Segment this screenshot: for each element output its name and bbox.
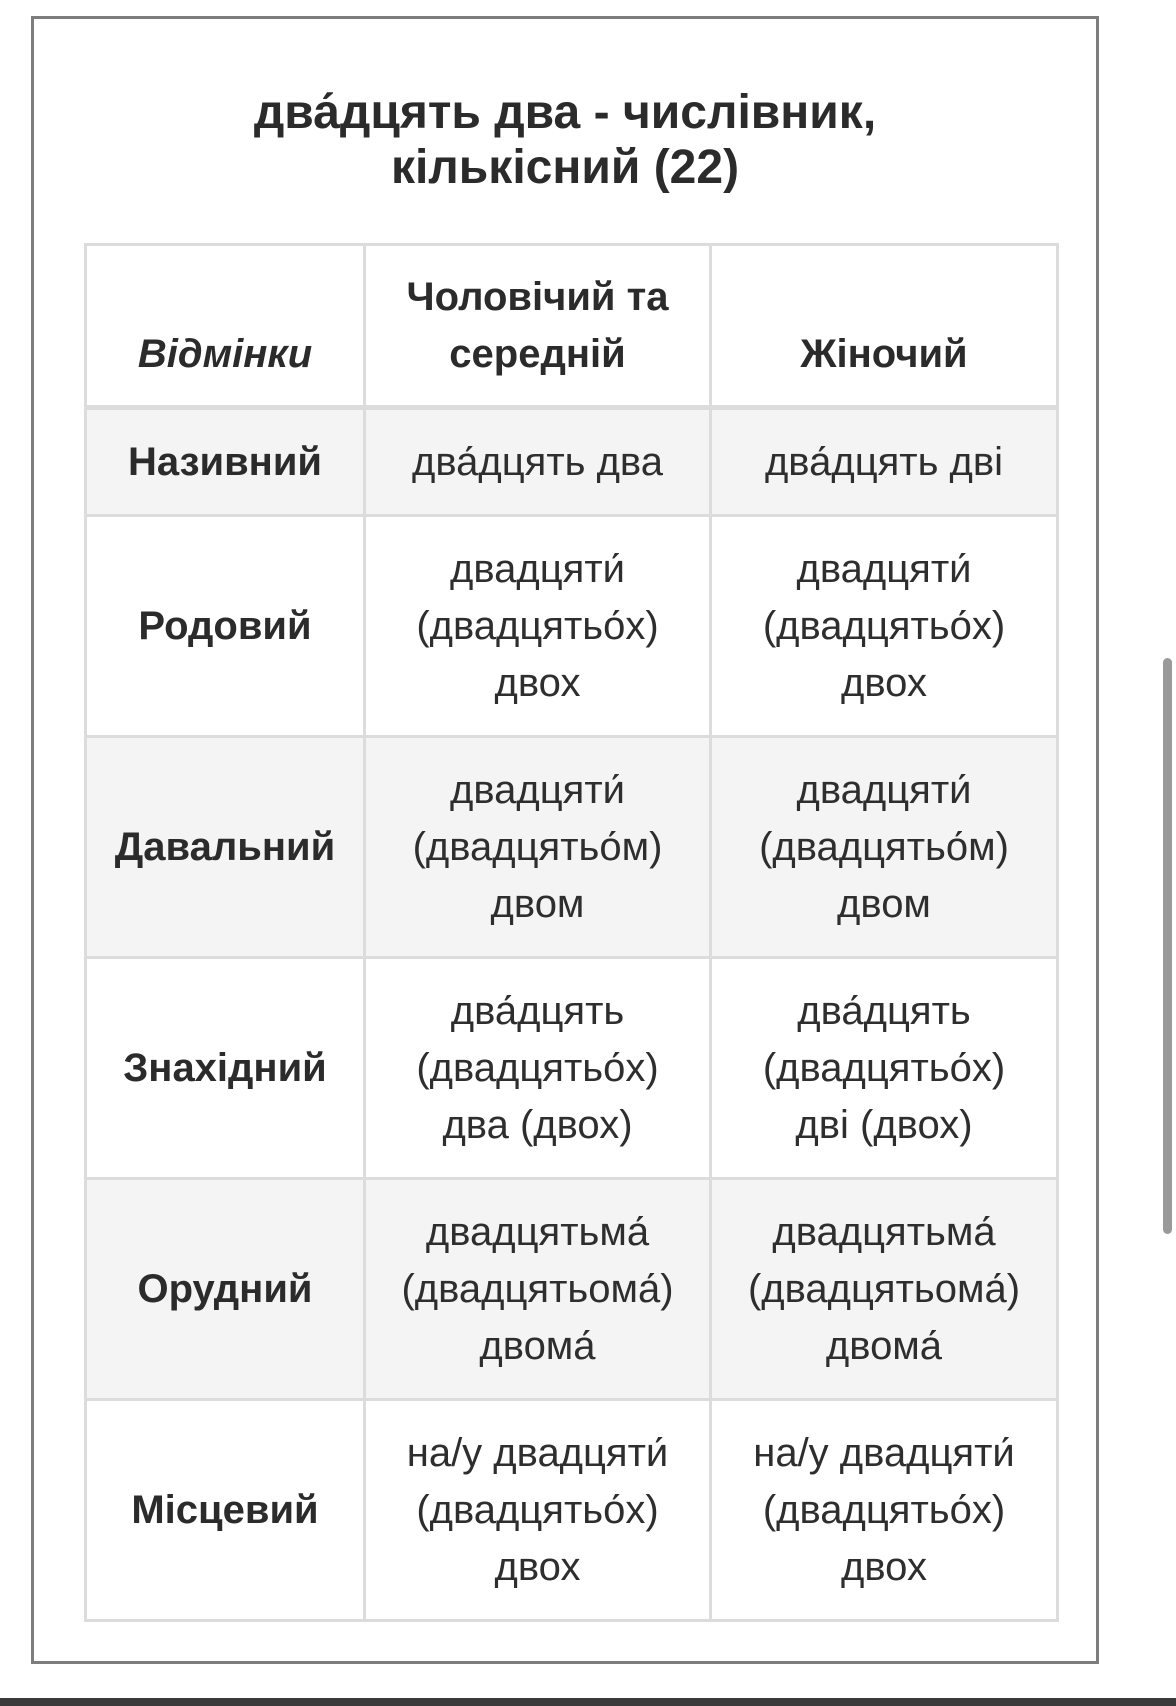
header-feminine: Жіночий — [711, 245, 1058, 408]
masculine-form: два́дцять два — [365, 408, 711, 516]
vertical-scrollbar[interactable] — [1163, 658, 1172, 1234]
bottom-edge-bar — [0, 1698, 1176, 1706]
case-label: Орудний — [86, 1179, 365, 1400]
case-label: Місцевий — [86, 1400, 365, 1621]
header-cases: Відмінки — [86, 245, 365, 408]
table-row — [86, 408, 1058, 516]
table-row — [86, 958, 1058, 1179]
masculine-form: двадцятьма́ (двадцятьома́) двома́ — [365, 1179, 711, 1400]
feminine-form: два́дцять дві — [711, 408, 1058, 516]
feminine-form: двадцяти́ (двадцятьо́х) двох — [711, 516, 1058, 737]
title-line-2: кількісний (22) — [390, 141, 740, 194]
masculine-form: двадцяти́ (двадцятьо́м) двом — [365, 737, 711, 958]
table-row — [86, 1400, 1058, 1621]
table-row — [86, 1179, 1058, 1400]
feminine-form: двадцяти́ (двадцятьо́м) двом — [711, 737, 1058, 958]
case-label: Знахідний — [86, 958, 365, 1179]
page-title — [34, 85, 1096, 195]
case-label: Називний — [86, 408, 365, 516]
table-header-row — [86, 245, 1058, 408]
case-label: Давальний — [86, 737, 365, 958]
feminine-form: два́дцять (двадцятьо́х) дві (двох) — [711, 958, 1058, 1179]
masculine-form: два́дцять (двадцятьо́х) два (двох) — [365, 958, 711, 1179]
header-masculine-neuter: Чоловічий та середній — [365, 245, 711, 408]
masculine-form: двадцяти́ (двадцятьо́х) двох — [365, 516, 711, 737]
declension-card — [31, 16, 1099, 1664]
title-line-1: два́дцять два - числівник, — [253, 86, 877, 139]
table-row — [86, 737, 1058, 958]
feminine-form: двадцятьма́ (двадцятьома́) двома́ — [711, 1179, 1058, 1400]
masculine-form: на/у двадцяти́ (двадцятьо́х) двох — [365, 1400, 711, 1621]
feminine-form: на/у двадцяти́ (двадцятьо́х) двох — [711, 1400, 1058, 1621]
declension-table — [84, 243, 1059, 1622]
case-label: Родовий — [86, 516, 365, 737]
table-row — [86, 516, 1058, 737]
